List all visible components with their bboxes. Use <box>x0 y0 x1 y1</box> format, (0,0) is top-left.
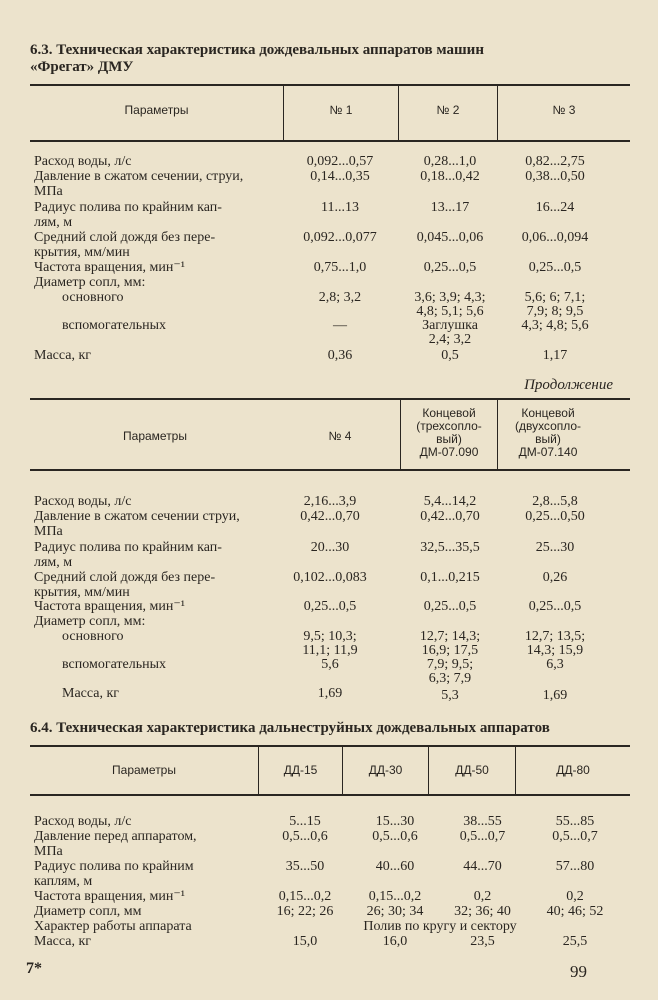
row-label: вспомогательных <box>62 318 167 333</box>
cell: 1,17 <box>542 348 568 363</box>
cell: 16,9; 17,5 <box>421 643 479 658</box>
row-label-cont: крытия, мм/мин <box>34 585 130 600</box>
cell: 32; 36; 40 <box>454 904 511 919</box>
row-label: Масса, кг <box>34 934 92 949</box>
cell: 12,7; 14,3; <box>419 629 481 644</box>
cell: — <box>333 318 347 333</box>
row-label-cont: МПа <box>34 844 63 859</box>
cell: 0,5...0,6 <box>282 829 328 844</box>
cell: 0,045...0,06 <box>416 230 484 245</box>
row-label-cont: МПа <box>34 184 63 199</box>
cell: 32,5...35,5 <box>420 540 480 555</box>
cell: 20...30 <box>310 540 350 555</box>
cell: 11,1; 11,9 <box>302 643 358 658</box>
row-label: Частота вращения, мин⁻¹ <box>34 260 185 275</box>
header-col-1: ДД-15 <box>283 763 318 777</box>
table-top-rule <box>30 745 630 747</box>
cell: 0,092...0,57 <box>306 154 374 169</box>
header-bottom-rule <box>30 794 630 796</box>
cell: 9,5; 10,3; <box>303 629 357 644</box>
cell: 2,16...3,9 <box>303 494 357 509</box>
header-col-3: № 3 <box>552 103 576 117</box>
row-label-cont: лям, м <box>34 215 73 230</box>
cell: 0,25...0,5 <box>423 260 477 275</box>
cell: 0,36 <box>327 348 353 363</box>
cell: 23,5 <box>470 934 495 949</box>
cell: 15...30 <box>375 814 415 829</box>
header-params: Параметры <box>123 429 187 443</box>
page-number: 99 <box>570 962 587 981</box>
cell: 25...30 <box>535 540 575 555</box>
cell: 4,8; 5,1; 5,6 <box>416 304 484 319</box>
row-label: Диаметр сопл, мм: <box>34 275 146 290</box>
cell: 5,6; 6; 7,1; <box>524 290 586 305</box>
cell: 5,3 <box>441 688 459 703</box>
cell: 44...70 <box>463 859 502 874</box>
cell: 0,42...0,70 <box>300 509 360 524</box>
cell-merged: Полив по кругу и сектору <box>363 919 517 934</box>
signature-mark: 7* <box>26 960 42 977</box>
cell: 0,25...0,5 <box>528 260 582 275</box>
cell: 3,6; 3,9; 4,3; <box>414 290 486 305</box>
row-label: Частота вращения, мин⁻¹ <box>34 889 185 904</box>
row-label: Характер работы аппарата <box>34 919 192 934</box>
row-label-cont: каплям, м <box>34 874 93 889</box>
row-label-cont: лям, м <box>34 555 73 570</box>
cell: 7,9; 8; 9,5 <box>526 304 584 319</box>
cell: 0,1...0,215 <box>420 570 480 585</box>
header-col-3: ДД-50 <box>455 763 489 777</box>
cell: 0,14...0,35 <box>310 169 370 184</box>
cell: 6,3 <box>546 657 564 672</box>
cell: 7,9; 9,5; <box>426 657 474 672</box>
cell: 0,82...2,75 <box>525 154 585 169</box>
cell: 5,6 <box>321 657 339 672</box>
row-label: Давление в сжатом сечении, струи, <box>34 169 244 184</box>
cell: 57...80 <box>555 859 595 874</box>
row-label: Диаметр сопл, мм <box>34 904 142 919</box>
cell: 0,092...0,077 <box>303 230 377 245</box>
header-bottom-rule <box>30 469 630 471</box>
header-line: Концевой <box>521 406 575 420</box>
cell: 0,15...0,2 <box>278 889 332 904</box>
cell: 5...15 <box>289 814 321 829</box>
row-label: Радиус полива по крайним <box>34 859 194 874</box>
header-params: Параметры <box>112 763 176 777</box>
cell: 6,3; 7,9 <box>428 671 472 686</box>
cell: 40; 46; 52 <box>546 904 604 919</box>
cell: 16,0 <box>382 934 408 949</box>
row-label: Расход воды, л/с <box>34 494 132 509</box>
cell: 2,4; 3,2 <box>428 332 472 347</box>
row-label-cont: МПа <box>34 524 63 539</box>
cell: 0,5...0,7 <box>552 829 598 844</box>
row-label: Средний слой дождя без пере- <box>34 570 216 585</box>
header-col-3 <box>498 407 598 459</box>
header-line: вый) <box>535 432 561 446</box>
header-col-2: ДД-30 <box>368 763 403 777</box>
row-label: основного <box>62 290 124 305</box>
cell: 5,4...14,2 <box>423 494 477 509</box>
header-col-4: ДД-80 <box>556 763 590 777</box>
cell: 0,5...0,7 <box>459 829 506 844</box>
cell: Заглушка <box>422 318 478 333</box>
row-label: основного <box>62 629 124 644</box>
cell: 40...60 <box>375 859 415 874</box>
cell: 0,15...0,2 <box>368 889 422 904</box>
row-label: Масса, кг <box>34 348 92 363</box>
title-line-1: 6.3. Техническая характеристика дождевальных аппаратов машин <box>30 42 484 58</box>
cell: 0,25...0,5 <box>423 599 477 614</box>
header-line: ДМ-07.090 <box>419 445 479 459</box>
row-label: Средний слой дождя без пере- <box>34 230 216 245</box>
cell: 0,5...0,6 <box>372 829 418 844</box>
title-line-2: «Фрегат» ДМУ <box>30 59 134 75</box>
cell: 0,06...0,094 <box>521 230 589 245</box>
cell: 0,18...0,42 <box>420 169 480 184</box>
row-label: Радиус полива по крайним кап- <box>34 200 222 215</box>
cell: 0,26 <box>542 570 568 585</box>
cell: 16...24 <box>535 200 575 215</box>
cell: 2,8; 3,2 <box>318 290 362 305</box>
cell: 0,25...0,5 <box>528 599 582 614</box>
header-params: Параметры <box>124 103 189 117</box>
header-col-2: № 2 <box>436 103 460 117</box>
cell: 15,0 <box>292 934 318 949</box>
header-col-1: № 1 <box>329 103 353 117</box>
header-line: ДМ-07.140 <box>518 445 578 459</box>
row-label: Радиус полива по крайним кап- <box>34 540 222 555</box>
row-label-cont: крытия, мм/мин <box>34 245 130 260</box>
cell: 0,5 <box>441 348 459 363</box>
cell: 26; 30; 34 <box>366 904 424 919</box>
cell: 0,28...1,0 <box>423 154 477 169</box>
header-line: вый) <box>436 432 462 446</box>
cell: 11...13 <box>321 200 359 215</box>
row-label: Расход воды, л/с <box>34 814 132 829</box>
header-line: (двухсопло- <box>514 419 582 433</box>
header-line: Концевой <box>422 406 476 420</box>
table-6-4-title: 6.4. Техническая характеристика дальнеструйных дождевальных аппаратов <box>30 720 550 736</box>
header-col-2 <box>401 407 497 459</box>
cell: 55...85 <box>555 814 595 829</box>
cell: 25,5 <box>562 934 588 949</box>
table-6-3-title <box>30 42 620 76</box>
continuation-label: Продолжение <box>524 377 613 393</box>
cell: 0,42...0,70 <box>420 509 480 524</box>
cell: 0,2 <box>473 889 492 904</box>
header-col-1: № 4 <box>328 429 352 443</box>
cell: 1,69 <box>317 686 343 701</box>
row-label: Давление в сжатом сечении струи, <box>34 509 240 524</box>
row-label: вспомогательных <box>62 657 167 672</box>
cell: 0,25...0,5 <box>303 599 357 614</box>
cell: 1,69 <box>542 688 568 703</box>
cell: 0,102...0,083 <box>293 570 367 585</box>
row-label: Масса, кг <box>62 686 120 701</box>
cell: 35...50 <box>285 859 325 874</box>
row-label: Диаметр сопл, мм: <box>34 614 146 629</box>
row-label: Частота вращения, мин⁻¹ <box>34 599 185 614</box>
cell: 0,25...0,50 <box>525 509 585 524</box>
cell: 14,3; 15,9 <box>526 643 584 658</box>
cell: 12,7; 13,5; <box>524 629 586 644</box>
cell: 0,75...1,0 <box>313 260 367 275</box>
row-label: Расход воды, л/с <box>34 154 132 169</box>
table-top-rule <box>30 398 630 400</box>
row-label: Давление перед аппаратом, <box>34 829 197 844</box>
header-bottom-rule <box>30 140 630 142</box>
cell: 38...55 <box>463 814 502 829</box>
cell: 13...17 <box>430 200 470 215</box>
cell: 2,8...5,8 <box>532 494 578 509</box>
cell: 0,38...0,50 <box>525 169 585 184</box>
table-top-rule <box>30 84 630 86</box>
cell: 0,2 <box>566 889 584 904</box>
cell: 4,3; 4,8; 5,6 <box>521 318 589 333</box>
cell: 16; 22; 26 <box>276 904 334 919</box>
header-line: (трехсопло- <box>416 419 482 433</box>
